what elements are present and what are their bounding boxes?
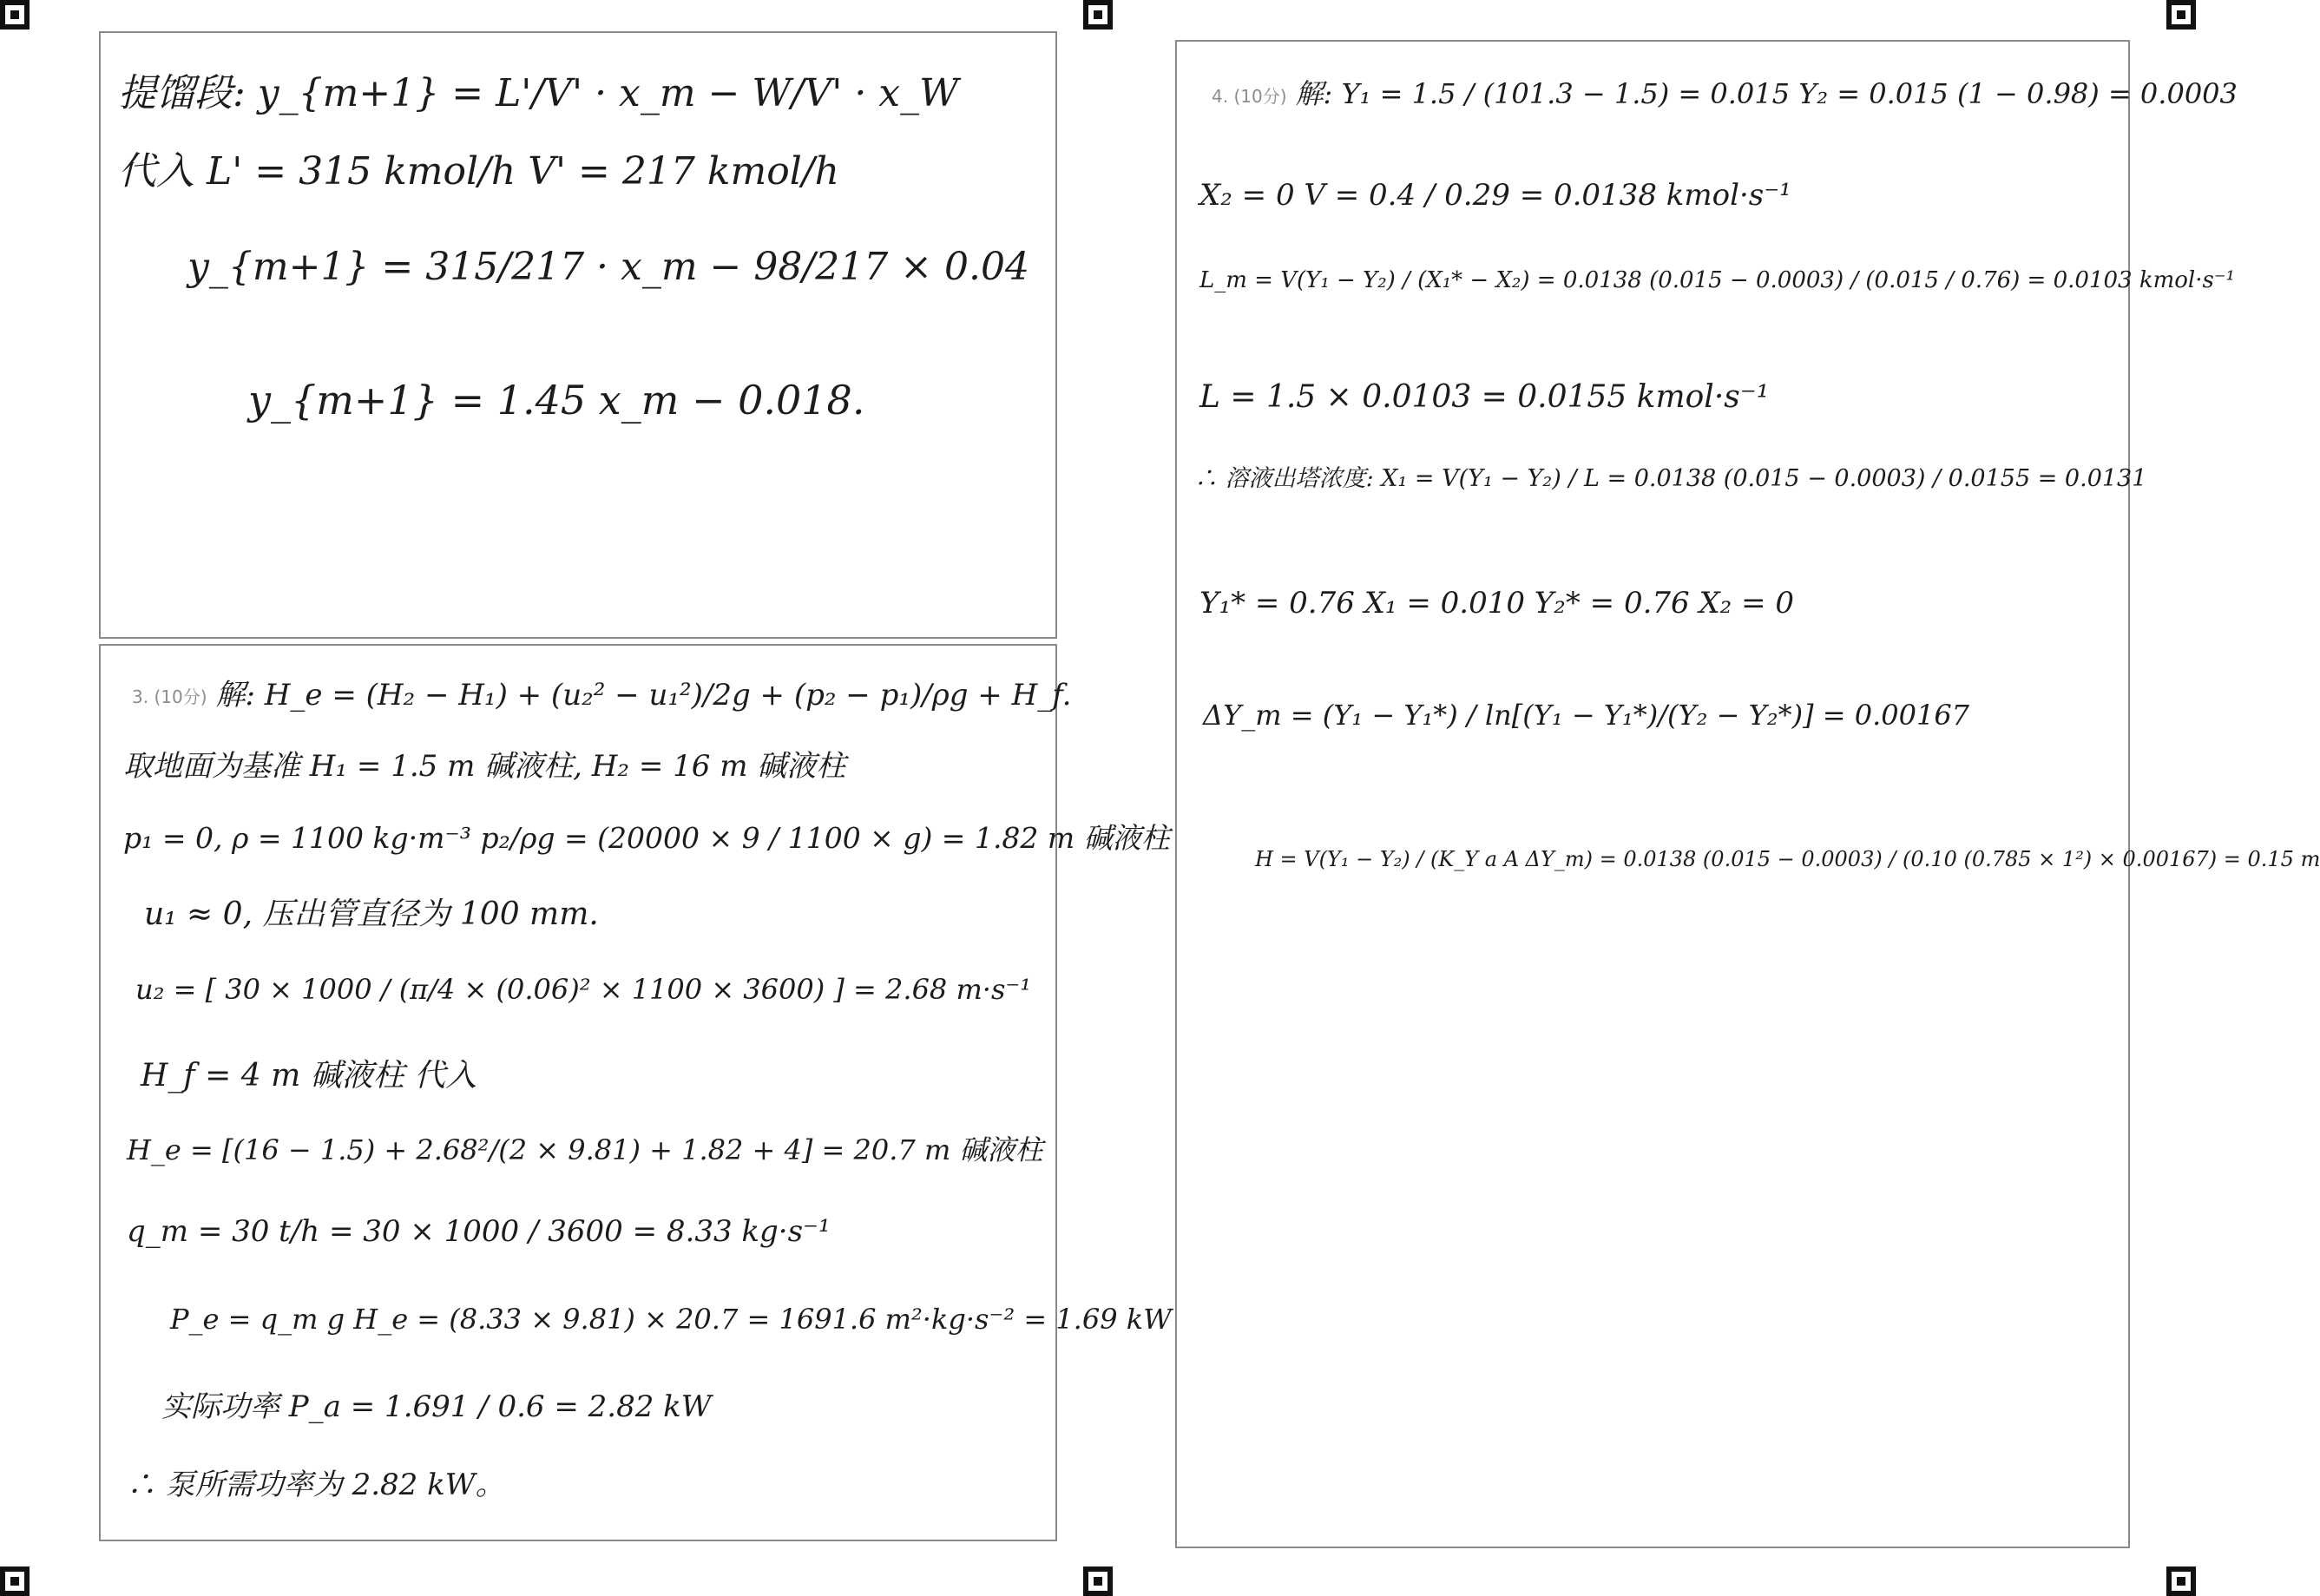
- corner-marker-top-middle: [1083, 0, 1113, 30]
- formula: 解: H_e = (H₂ − H₁) + (u₂² − u₁²)/2g + (p₂ − p₁)/ρg + H_f.: [215, 678, 1072, 713]
- handwritten-line: H_f = 4 m 碱液柱 代入: [141, 1058, 477, 1094]
- corner-marker-bottom-middle: [1083, 1566, 1113, 1596]
- handwritten-line: 代入 L' = 315 kmol/h V' = 217 kmol/h: [118, 149, 839, 194]
- handwritten-line: H = V(Y₁ − Y₂) / (K_Y a A ΔY_m) = 0.0138 (0.015 − 0.0003) / (0.10 (0.785 × 1²) × 0.00167) = 0.15 m: [1255, 847, 2320, 871]
- handwritten-line: ΔY_m = (Y₁ − Y₁*) / ln[(Y₁ − Y₁*)/(Y₂ − Y₂*)] = 0.00167: [1203, 699, 1970, 732]
- handwritten-line: [1212, 77, 2238, 110]
- handwritten-line: y_{m+1} = 1.45 x_m − 0.018.: [248, 377, 865, 424]
- handwritten-line: q_m = 30 t/h = 30 × 1000 / 3600 = 8.33 kg·s⁻¹: [127, 1214, 831, 1249]
- answer-box-distillation: [99, 31, 1057, 639]
- handwritten-line: H_e = [(16 − 1.5) + 2.68²/(2 × 9.81) + 1.82 + 4] = 20.7 m 碱液柱: [127, 1133, 1043, 1166]
- handwritten-line: p₁ = 0, ρ = 1100 kg·m⁻³ p₂/ρg = (20000 × 9 / 1100 × g) = 1.82 m 碱液柱: [123, 821, 1170, 855]
- corner-marker-bottom-left: [0, 1566, 30, 1596]
- handwritten-line: u₁ ≈ 0, 压出管直径为 100 mm.: [144, 897, 599, 932]
- handwritten-line: u₂ = [ 30 × 1000 / (π/4 × (0.06)² × 1100 × 3600) ] = 2.68 m·s⁻¹: [135, 973, 1032, 1006]
- question-number: 3. (10分): [132, 686, 207, 707]
- handwritten-line: X₂ = 0 V = 0.4 / 0.29 = 0.0138 kmol·s⁻¹: [1199, 178, 1791, 213]
- handwritten-line: y_{m+1} = 315/217 · x_m − 98/217 × 0.04: [187, 245, 1029, 289]
- handwritten-line: P_e = q_m g H_e = (8.33 × 9.81) × 20.7 = 1691.6 m²·kg·s⁻² = 1.69 kW: [170, 1303, 1172, 1336]
- handwritten-line: L = 1.5 × 0.0103 = 0.0155 kmol·s⁻¹: [1199, 379, 1770, 415]
- corner-marker-top-left: [0, 0, 30, 30]
- handwritten-line: [132, 678, 1072, 713]
- corner-marker-top-right: [2166, 0, 2196, 30]
- answer-box-question-3: [99, 644, 1172, 1541]
- corner-marker-bottom-right: [2166, 1566, 2196, 1596]
- handwritten-line: 提馏段: y_{m+1} = L'/V' · x_m − W/V' · x_W: [118, 71, 959, 115]
- handwritten-line: ∴ 泵所需功率为 2.82 kW。: [127, 1468, 505, 1502]
- formula: 解: Y₁ = 1.5 / (101.3 − 1.5) = 0.015 Y₂ = 0.015 (1 − 0.98) = 0.0003: [1295, 77, 2238, 110]
- handwritten-line: L_m = V(Y₁ − Y₂) / (X₁* − X₂) = 0.0138 (0.015 − 0.0003) / (0.015 / 0.76) = 0.0103 kmol·s⁻¹: [1199, 267, 2235, 293]
- handwritten-line: 实际功率 P_a = 1.691 / 0.6 = 2.82 kW: [161, 1389, 712, 1424]
- handwritten-line: 取地面为基准 H₁ = 1.5 m 碱液柱, H₂ = 16 m 碱液柱: [123, 749, 846, 784]
- handwritten-line: Y₁* = 0.76 X₁ = 0.010 Y₂* = 0.76 X₂ = 0: [1199, 586, 1795, 621]
- answer-box-question-4: [1175, 40, 2320, 1548]
- question-number: 4. (10分): [1212, 85, 1287, 107]
- handwritten-line: ∴ 溶液出塔浓度: X₁ = V(Y₁ − Y₂) / L = 0.0138 (0.015 − 0.0003) / 0.0155 = 0.0131: [1194, 465, 2147, 492]
